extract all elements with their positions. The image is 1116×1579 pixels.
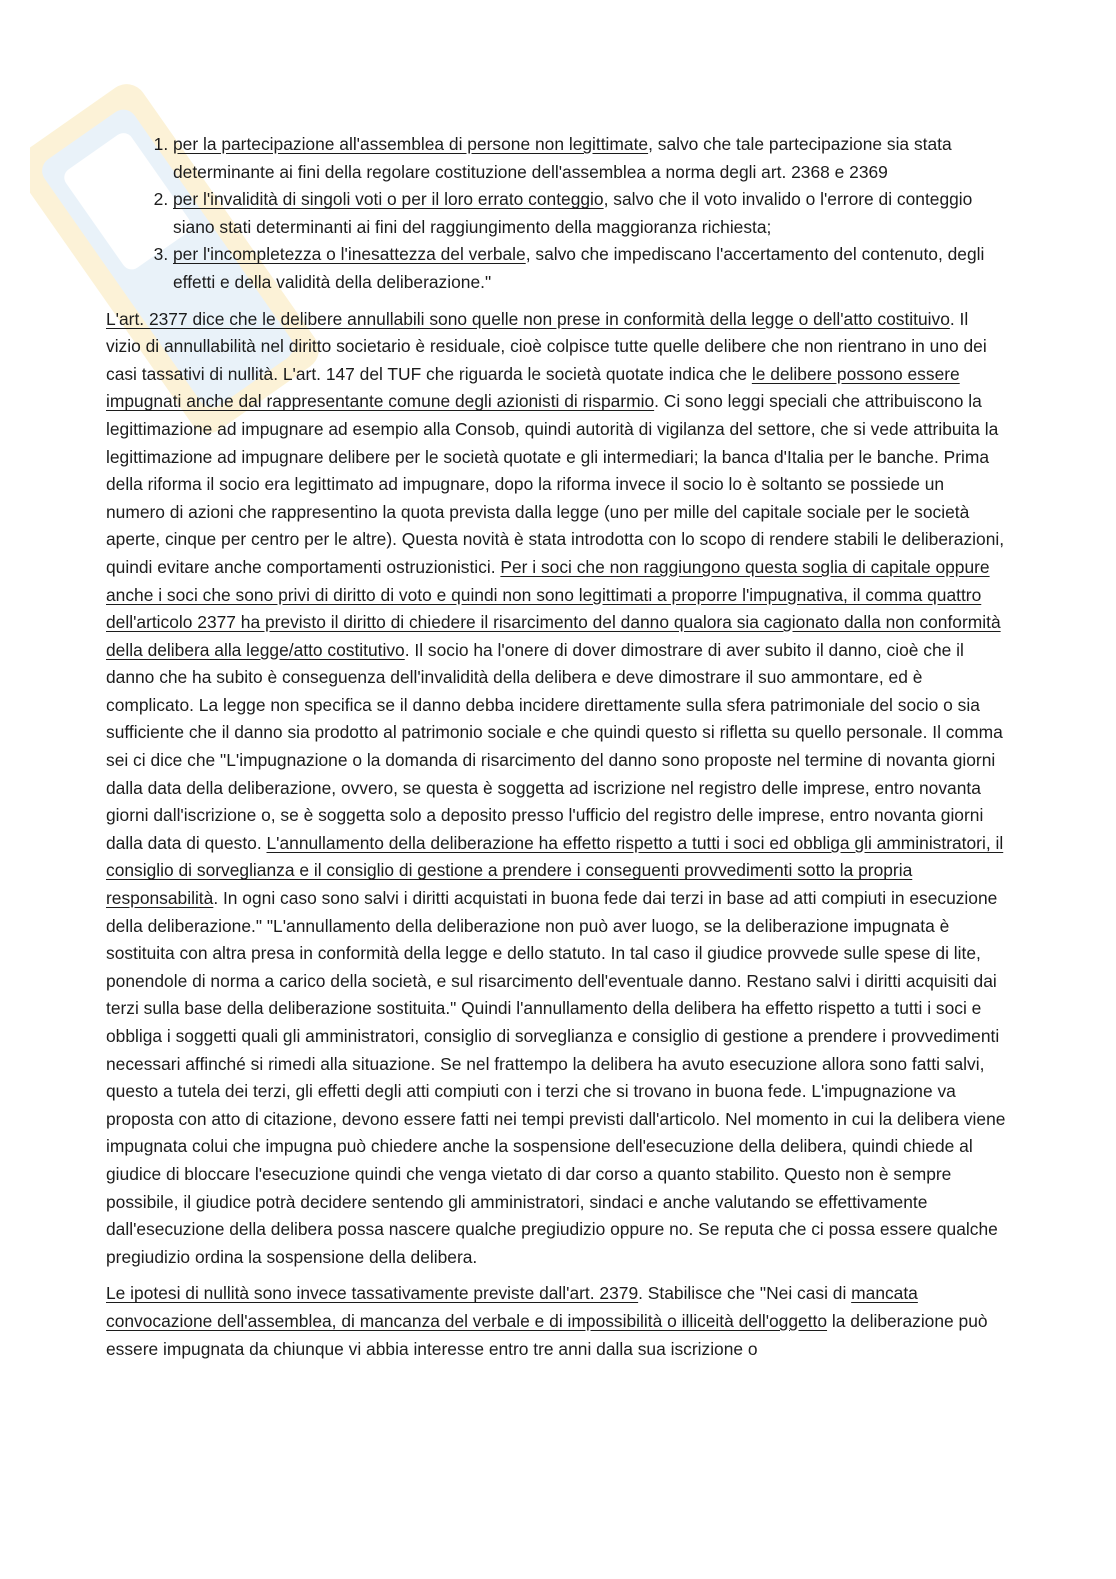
body-text: la deliberazione può essere impugnata da chiunque vi abbia interesse entro tre anni dalla sua iscrizione o: [106, 1310, 988, 1359]
list-item-text: , salvo che il voto invalido o l'errore di conteggio siano stati determinanti ai fini del raggiungimento della maggioranza richiesta;: [173, 189, 973, 237]
list-item: [173, 241, 1006, 296]
underlined-text: L'art. 2377 dice che le delibere annullabili sono quelle non prese in conformità della legge o dell'atto costituivo: [106, 308, 950, 329]
body-text: . Il vizio di annullabilità nel diritto societario è residuale, cioè colpisce tutte quelle delibere che non rientrano in uno dei casi tassativi di nullità. L'art. 147 del TUF che riguarda le società quotate indica che: [106, 308, 987, 384]
list-item-text: , salvo che impediscano l'accertamento del contenuto, degli effetti e della validità della deliberazione.": [173, 244, 985, 292]
underlined-text: per l'incompletezza o l'inesattezza del verbale: [173, 244, 526, 265]
underlined-text: le delibere possono essere impugnati anche dal rappresentante comune degli azionisti di risparmio: [106, 363, 960, 412]
underlined-text: per la partecipazione all'assemblea di persone non legittimate: [173, 134, 649, 154]
underlined-text: mancata convocazione dell'assemblea, di mancanza del verbale e di impossibilità o illiceità dell'oggetto: [106, 1283, 918, 1331]
paragraph-nullita: [106, 1280, 1006, 1363]
numbered-list: [106, 131, 1006, 297]
document-page: [106, 131, 1006, 1363]
underlined-text: Per i soci che non raggiungono questa soglia di capitale oppure anche i soci che sono privi di diritto di voto e quindi non sono legittimati a proporre l'impugnativa, il comma quattro dell'articolo 2377 ha previsto il diritto di chiedere il risarcimento del danno qualora sia cagionato dalla non conformità della delibera alla legge/atto costitutivo: [106, 556, 1001, 660]
list-item: [173, 186, 1006, 241]
underlined-text: L'annullamento della deliberazione ha effetto rispetto a tutti i soci ed obbliga gli amministratori, il consiglio di sorveglianza e il consiglio di gestione a prendere i conseguenti provvedimenti sotto la propria responsabilità: [106, 832, 1004, 909]
body-text: . Ci sono leggi speciali che attribuiscono la legittimazione ad impugnare ad esempio alla Consob, quindi autorità di vigilanza del settore, che si vede attribuita la legittimazione ad impugnare delibere per le società quotate e gli intermediari; la banca d'Italia per le banche. Prima della riforma il socio era legittimato ad impugnare, dopo la riforma invece il socio lo è soltanto se possiede un numero di azioni che rappresentino la quota prevista dalla legge (uno per mille del capitale sociale per le società aperte, cinque per centro per le altre). Questa novità è stata introdotta con lo scopo di rendere stabili le deliberazioni, quindi evitare anche comportamenti ostruzionistici.: [106, 391, 1005, 577]
list-item-text: , salvo che tale partecipazione sia stata determinante ai fini della regolare costituzione dell'assemblea a norma degli art. 2368 e 2369: [173, 134, 952, 182]
body-text: . In ogni caso sono salvi i diritti acquistati in buona fede dai terzi in base ad atti compiuti in esecuzione della deliberazione." "L'annullamento della deliberazione non può aver luogo, se la deliberazione impugnata è sostituita con altra presa in conformità della legge e dello statuto. In tal caso il giudice provvede sulle spese di lite, ponendole di norma a carico della società, e sul risarcimento dell'eventuale danno. Restano salvi i diritti acquisiti dai terzi sulla base della deliberazione sostituita." Quindi l'annullamento della delibera ha effetto rispetto a tutti i soci e obbliga i soggetti quali gli amministratori, consiglio di sorveglianza e consiglio di gestione a prendere i provvedimenti necessari affinché si rimedi alla situazione. Se nel frattempo la delibera ha avuto esecuzione allora sono fatti salvi, questo a tutela dei terzi, gli effetti degli atti compiuti con i terzi che si trovano in buona fede. L'impugnazione va proposta con atto di citazione, devono essere fatti nei tempi previsti dall'articolo. Nel momento in cui la delibera viene impugnata colui che impugna può chiedere anche la sospensione dell'esecuzione della delibera, quindi chiede al giudice di bloccare l'esecuzione quindi che venga vietato di dar corso a quanto stabilito. Questo non è sempre possibile, il giudice potrà decidere sentendo gli amministratori, sindaci e anche valutando se effettivamente dall'esecuzione della delibera possa nascere qualche pregiudizio oppure no. Se reputa che ci possa essere qualche pregiudizio ordina la sospensione della delibera.: [106, 888, 1006, 1267]
underlined-text: Le ipotesi di nullità sono invece tassativamente previste dall'art. 2379: [106, 1283, 639, 1304]
underlined-text: per l'invalidità di singoli voti o per il loro errato conteggio: [173, 189, 604, 210]
paragraph-annullabilita: [106, 306, 1006, 1272]
body-text: . Il socio ha l'onere di dover dimostrare di aver subito il danno, cioè che il danno che ha subito è conseguenza dell'invalidità della delibera e deve dimostrare il suo ammontare, ed è complicato. La legge non specifica se il danno debba incidere direttamente sulla sfera patrimoniale del socio o sia sufficiente che il danno sia prodotto al patrimonio sociale e che quindi questo si rifletta su quello personale. Il comma sei ci dice che "L'impugnazione o la domanda di risarcimento del danno sono proposte nel termine di novanta giorni dalla data della deliberazione, ovvero, se questa è soggetta ad iscrizione nel registro delle imprese, entro novanta giorni dall'iscrizione o, se è soggetta solo a deposito presso l'ufficio del registro delle imprese, entro novanta giorni dalla data di questo.: [106, 639, 1003, 853]
list-item: [173, 131, 1006, 186]
body-text: . Stabilisce che "Nei casi di: [638, 1283, 852, 1304]
